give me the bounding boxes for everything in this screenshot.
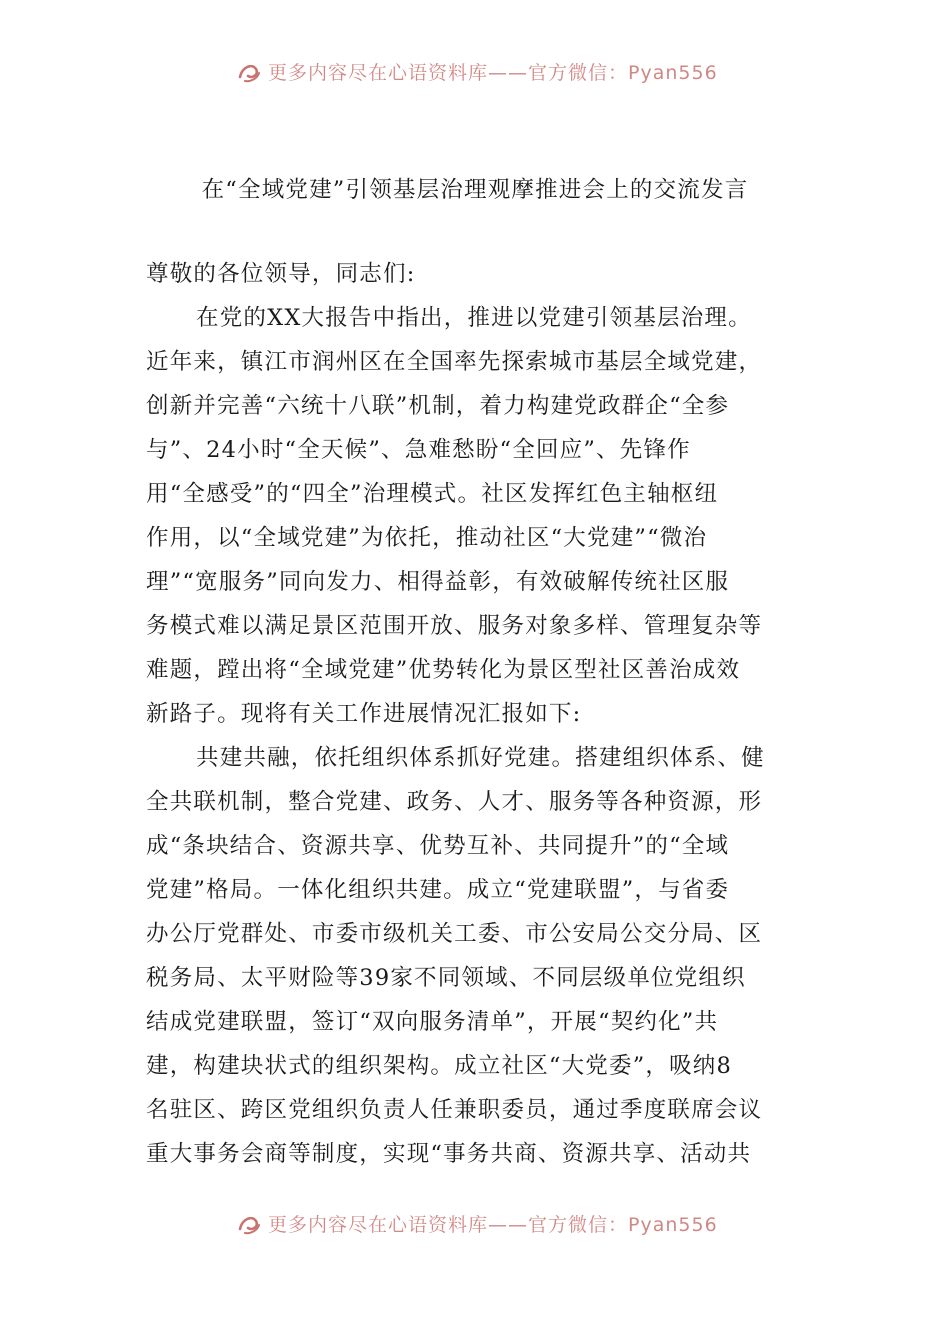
- body-line: 在党的XX大报告中指出，推进以党建引领基层治理。: [196, 305, 752, 331]
- body-line: 党建”格局。一体化组织共建。成立“党建联盟”，与省委: [146, 877, 730, 903]
- watermark-text: 更多内容尽在心语资料库——官方微信：Pyan556: [268, 1214, 718, 1236]
- body-line: 全共联机制，整合党建、政务、人才、服务等各种资源，形: [146, 789, 763, 815]
- document-title: 在“全域党建”引领基层治理观摩推进会上的交流发言: [201, 177, 749, 203]
- body-line: 务模式难以满足景区范围开放、服务对象多样、管理复杂等: [146, 613, 763, 639]
- body-line: 用“全感受”的“四全”治理模式。社区发挥红色主轴枢纽: [146, 481, 719, 507]
- body-line: 办公厅党群处、市委市级机关工委、市公安局公交分局、区: [146, 921, 763, 947]
- footer-watermark: [0, 1200, 950, 1240]
- body-line: 重大事务会商等制度，实现“事务共商、资源共享、活动共: [146, 1141, 752, 1167]
- watermark-text: 更多内容尽在心语资料库——官方微信：Pyan556: [268, 62, 718, 84]
- body-line: 创新并完善“六统十八联”机制，着力构建党政群企“全参: [146, 393, 730, 419]
- body-line: 与”、24小时“全天候”、急难愁盼“全回应”、先锋作: [146, 437, 691, 463]
- body-line: 共建共融，依托组织体系抓好党建。搭建组织体系、健: [196, 745, 765, 771]
- body-line: 作用，以“全域党建”为依托，推动社区“大党建”“微治: [146, 525, 708, 551]
- body-line: 结成党建联盟，签订“双向服务清单”，开展“契约化”共: [146, 1009, 719, 1035]
- swirl-logo-icon: [236, 59, 262, 85]
- body-line: 名驻区、跨区党组织负责人任兼职委员，通过季度联席会议: [146, 1097, 763, 1123]
- swirl-logo-icon: [236, 1211, 262, 1237]
- body-line-salutation: 尊敬的各位领导，同志们:: [146, 261, 416, 287]
- body-line: 难题，蹚出将“全域党建”优势转化为景区型社区善治成效: [146, 657, 741, 683]
- body-line: 近年来，镇江市润州区在全国率先探索城市基层全域党建，: [146, 349, 763, 375]
- header-watermark: [0, 48, 950, 88]
- document-body: [146, 252, 808, 1176]
- body-line: 理”“宽服务”同向发力、相得益彰，有效破解传统社区服: [146, 569, 730, 595]
- body-line: 新路子。现将有关工作进展情况汇报如下:: [146, 701, 582, 727]
- body-line: 成“条块结合、资源共享、优势互补、共同提升”的“全域: [146, 833, 730, 859]
- body-line: 建，构建块状式的组织架构。成立社区“大党委”，吸纳8: [146, 1053, 733, 1079]
- body-line: 税务局、太平财险等39家不同领域、不同层级单位党组织: [146, 965, 746, 991]
